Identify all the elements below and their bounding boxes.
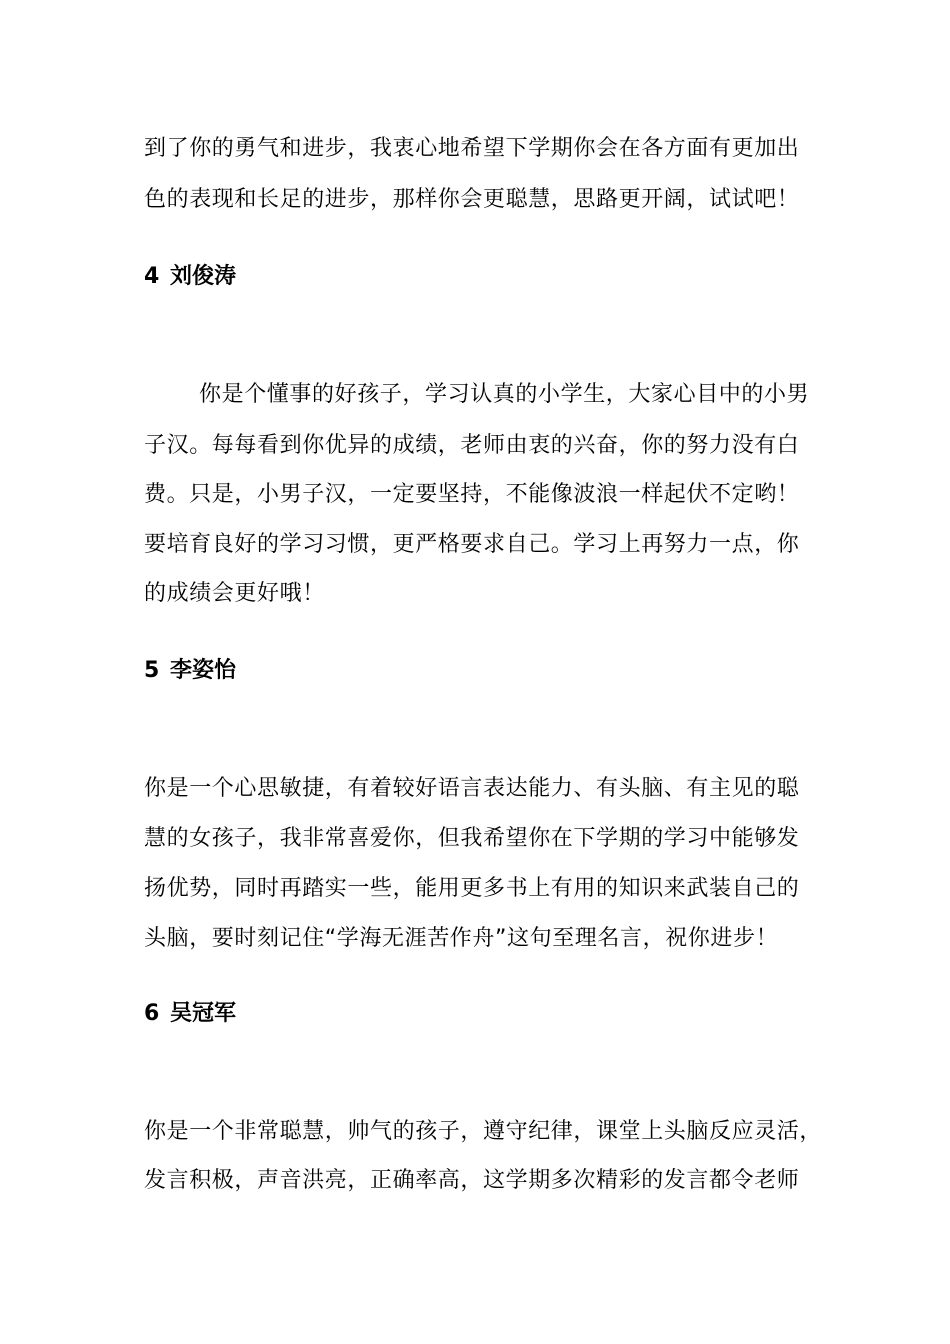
paragraph-line: 到了你的勇气和进步，我衷心地希望下学期你会在各方面有更加出 [144, 136, 800, 161]
student-heading [144, 999, 236, 1029]
student-heading [144, 656, 236, 686]
paragraph-line: 费。只是，小男子汉，一定要坚持，不能像波浪一样起伏不定哟！ [144, 482, 800, 507]
paragraph-line: 发言积极，声音洪亮，正确率高，这学期多次精彩的发言都令老师 [144, 1168, 800, 1193]
student-name: 刘俊涛 [170, 264, 237, 289]
paragraph-line: 你是个懂事的好孩子，学习认真的小学生，大家心目中的小男 [199, 382, 810, 407]
paragraph-line: 的成绩会更好哦！ [144, 581, 325, 606]
student-heading [144, 262, 236, 292]
student-name: 吴冠军 [170, 1001, 237, 1026]
student-number: 4 [144, 264, 160, 289]
paragraph-line: 头脑，要时刻记住“学海无涯苦作舟”这句至理名言，祝你进步！ [144, 926, 779, 951]
paragraph-line: 要培育良好的学习习惯，更严格要求自己。学习上再努力一点，你 [144, 532, 800, 557]
student-number: 5 [144, 658, 160, 683]
student-number: 6 [144, 1001, 160, 1026]
paragraph-line: 色的表现和长足的进步，那样你会更聪慧，思路更开阔，试试吧！ [144, 187, 800, 212]
paragraph-line: 你是一个非常聪慧，帅气的孩子，遵守纪律，课堂上头脑反应灵活， [144, 1119, 823, 1144]
paragraph-line: 慧的女孩子，我非常喜爱你，但我希望你在下学期的学习中能够发 [144, 826, 800, 851]
paragraph-line: 扬优势，同时再踏实一些，能用更多书上有用的知识来武装自己的 [144, 876, 800, 901]
paragraph-line: 子汉。每每看到你优异的成绩，老师由衷的兴奋，你的努力没有白 [144, 433, 800, 458]
paragraph-line: 你是一个心思敏捷，有着较好语言表达能力、有头脑、有主见的聪 [144, 776, 800, 801]
student-name: 李姿怡 [170, 658, 237, 683]
